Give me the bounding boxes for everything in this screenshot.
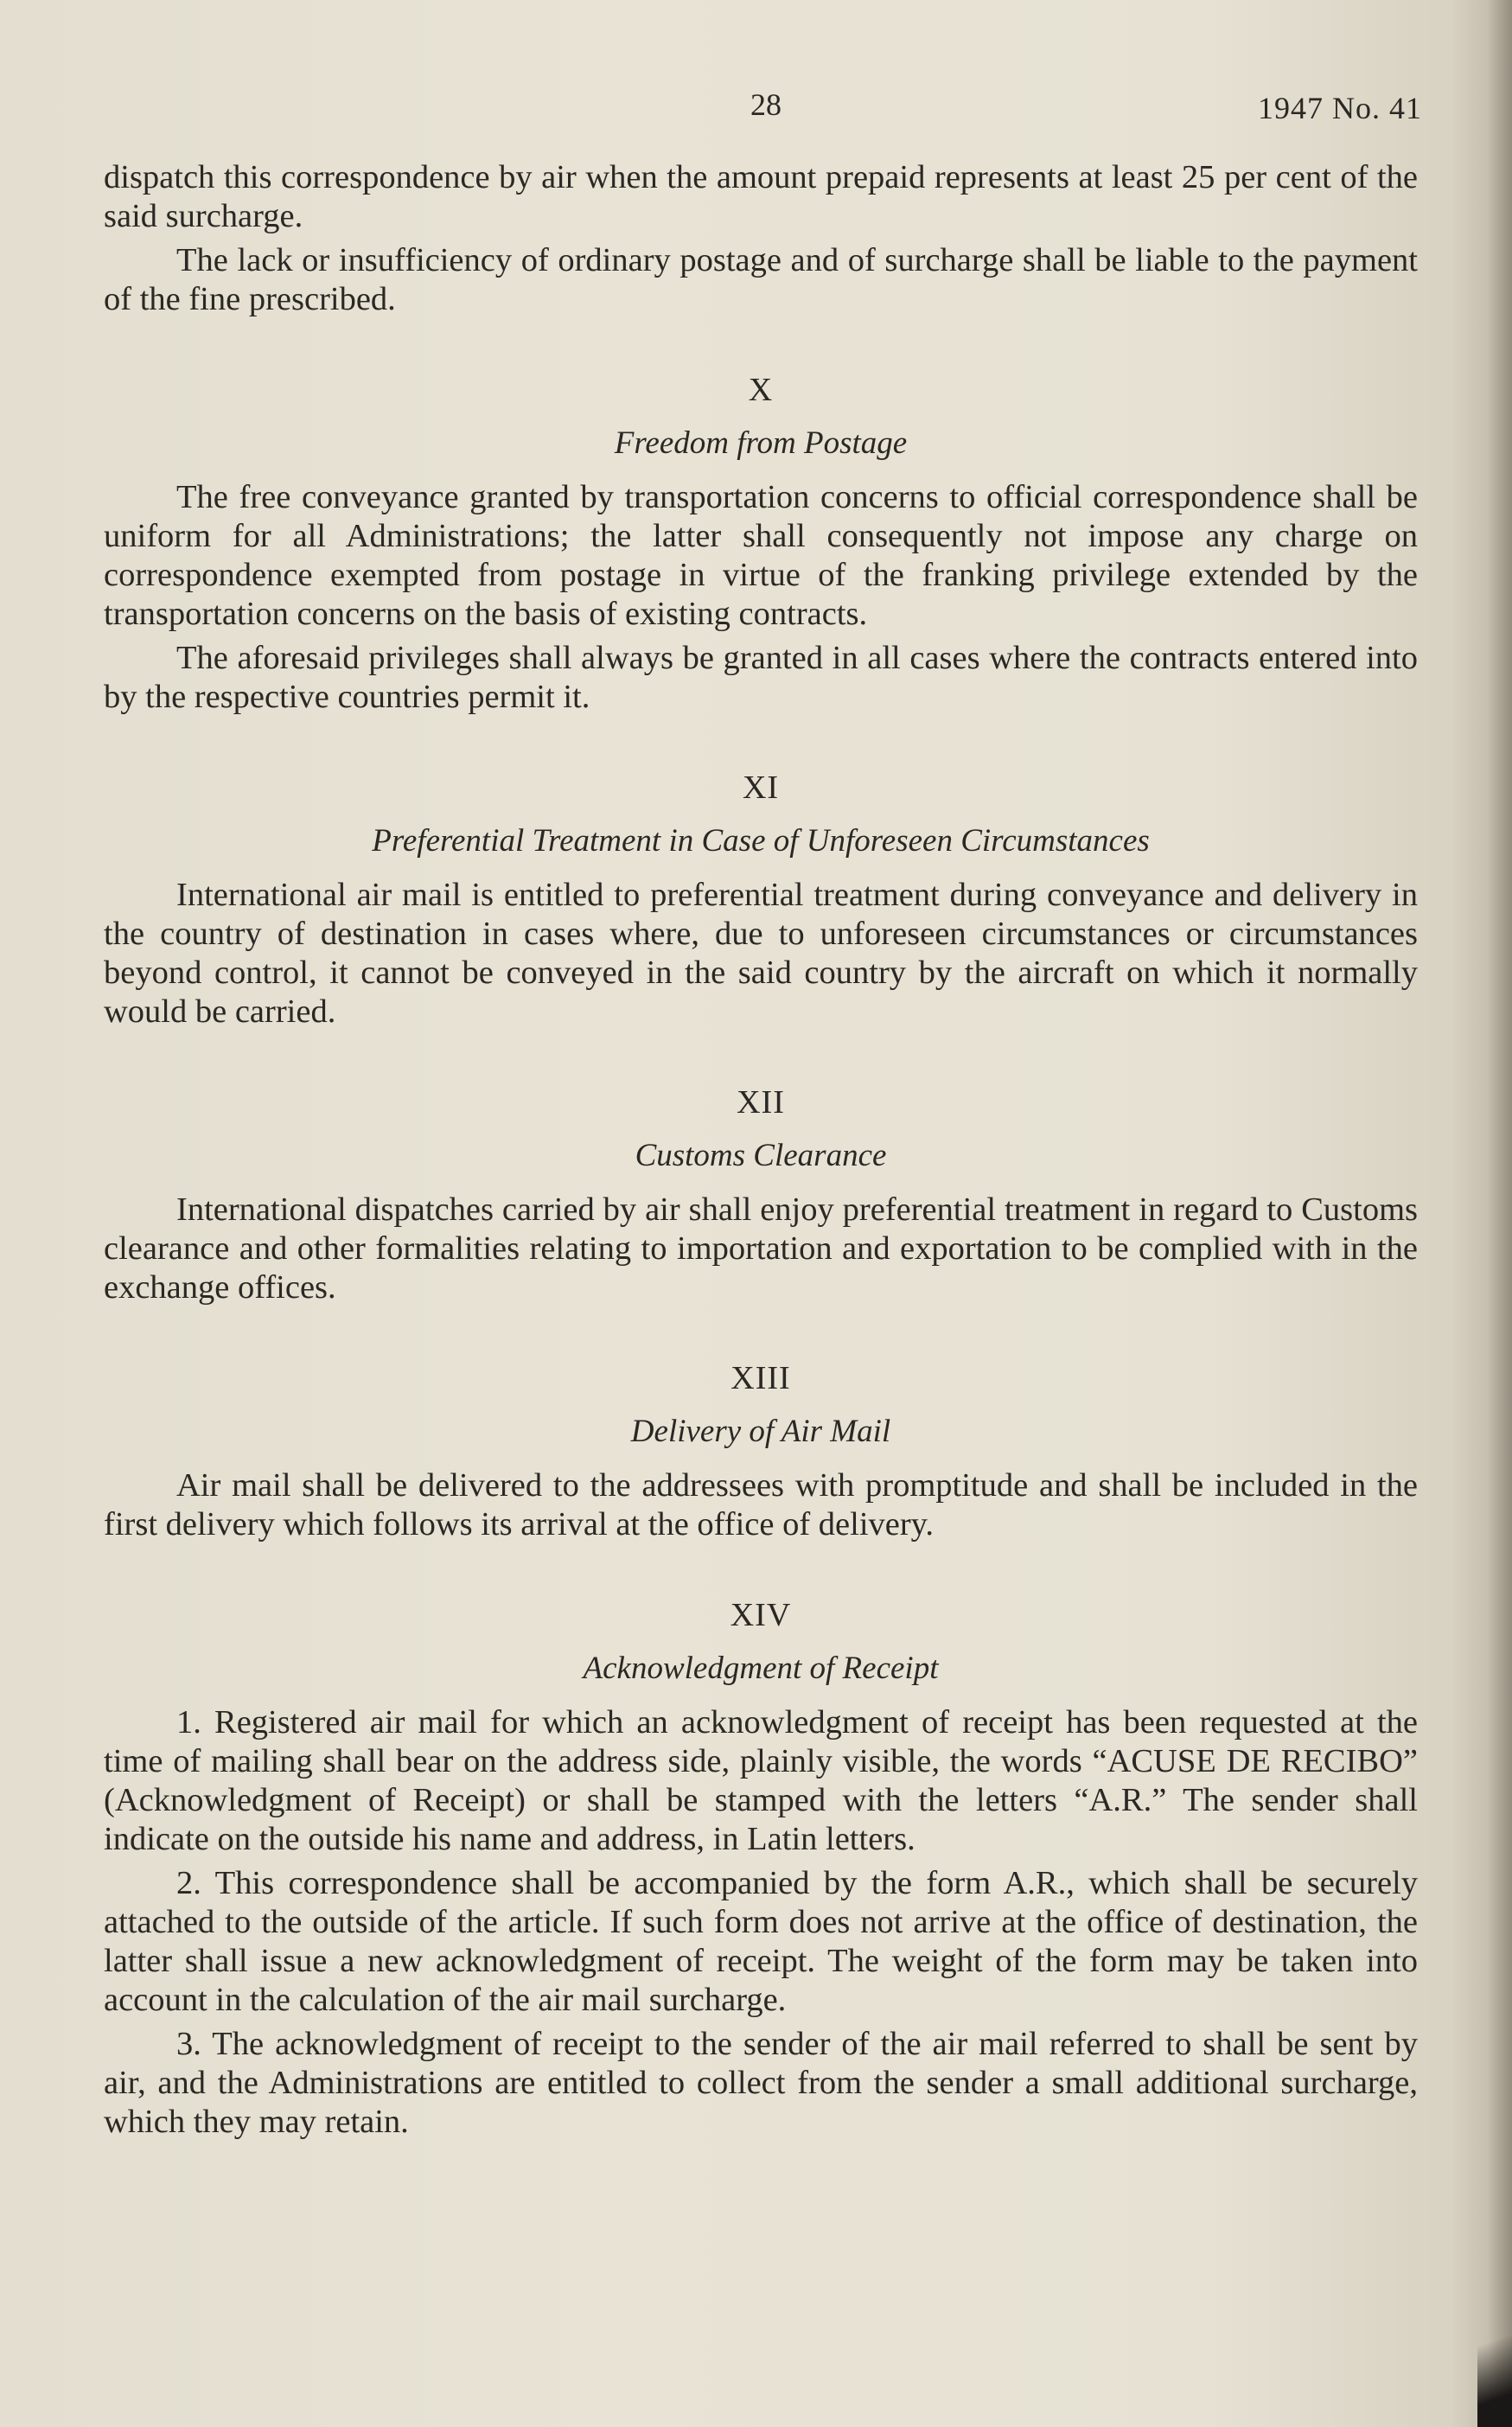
intro-paragraph: dispatch this correspondence by air when the amount prepaid represents at least 25 per cent of the said surcharge. bbox=[104, 159, 1418, 234]
section-x bbox=[104, 371, 1418, 717]
section-number: XIV bbox=[730, 1597, 792, 1633]
running-head: 1947 No. 41 bbox=[1258, 91, 1422, 125]
intro-paragraph: The lack or insufficiency of ordinary postage and of surcharge shall be liable to the payment of the fine prescribed. bbox=[104, 242, 1418, 317]
section-title: Acknowledgment of Receipt bbox=[583, 1651, 939, 1686]
section-paragraph: International dispatches carried by air shall enjoy preferential treatment in regard to Customs clearance and other formalities relating to importation and exportation to be complied with in the exchange offices. bbox=[104, 1191, 1418, 1306]
section-paragraph: 1. Registered air mail for which an acknowledgment of receipt has been requested at the time of mailing shall bear on the address side, plainly visible, the words “ACUSE DE RECIBO” (Acknowledgment of Receipt) or shall be stamped with the letters “A.R.” The sender shall indicate on the outside his name and address, in Latin letters. bbox=[104, 1704, 1418, 1857]
section-xiii bbox=[104, 1359, 1418, 1544]
section-title: Freedom from Postage bbox=[614, 425, 908, 461]
section-xii bbox=[104, 1083, 1418, 1307]
section-number: XII bbox=[737, 1084, 785, 1121]
section-xiv bbox=[104, 1596, 1418, 2142]
body-text bbox=[104, 158, 1418, 2147]
section-number: X bbox=[748, 372, 774, 408]
section-paragraph: The free conveyance granted by transportation concerns to official correspondence shall be uniform for all Administrations; the latter shall consequently not impose any charge on correspondence exempted from postage in virtue of the franking privilege extended by the transportation concerns on the basis of existing contracts. bbox=[104, 479, 1418, 632]
section-paragraph: 3. The acknowledgment of receipt to the sender of the air mail referred to shall be sent by air, and the Administrations are entitled to collect from the sender a small additional surcharge, which they may retain. bbox=[104, 2026, 1418, 2140]
section-paragraph: International air mail is entitled to preferential treatment during conveyance and delivery in the country of destination in cases where, due to unforeseen circumstances or circumstances beyond control, it cannot be conveyed in the said country by the aircraft on which it normally would be carried. bbox=[104, 877, 1418, 1030]
section-title: Customs Clearance bbox=[635, 1138, 887, 1173]
page-header bbox=[0, 86, 1512, 138]
section-number: XI bbox=[742, 770, 780, 806]
section-number: XIII bbox=[730, 1360, 791, 1396]
section-paragraph: Air mail shall be delivered to the addressees with promptitude and shall be included in the first delivery which follows its arrival at the office of delivery. bbox=[104, 1467, 1418, 1542]
page-number: 28 bbox=[750, 87, 782, 122]
section-title: Delivery of Air Mail bbox=[630, 1414, 891, 1449]
section-xi bbox=[104, 769, 1418, 1031]
page-edge-shadow bbox=[1488, 0, 1512, 2427]
section-title: Preferential Treatment in Case of Unforeseen Circumstances bbox=[372, 823, 1150, 859]
page-corner-shadow bbox=[1477, 2306, 1512, 2427]
section-paragraph: The aforesaid privileges shall always be granted in all cases where the contracts entered into by the respective countries permit it. bbox=[104, 640, 1418, 715]
section-paragraph: 2. This correspondence shall be accompanied by the form A.R., which shall be securely attached to the outside of the article. If such form does not arrive at the office of destination, the latter shall issue a new acknowledgment of receipt. The weight of the form may be taken into account in the calculation of the air mail surcharge. bbox=[104, 1865, 1418, 2018]
